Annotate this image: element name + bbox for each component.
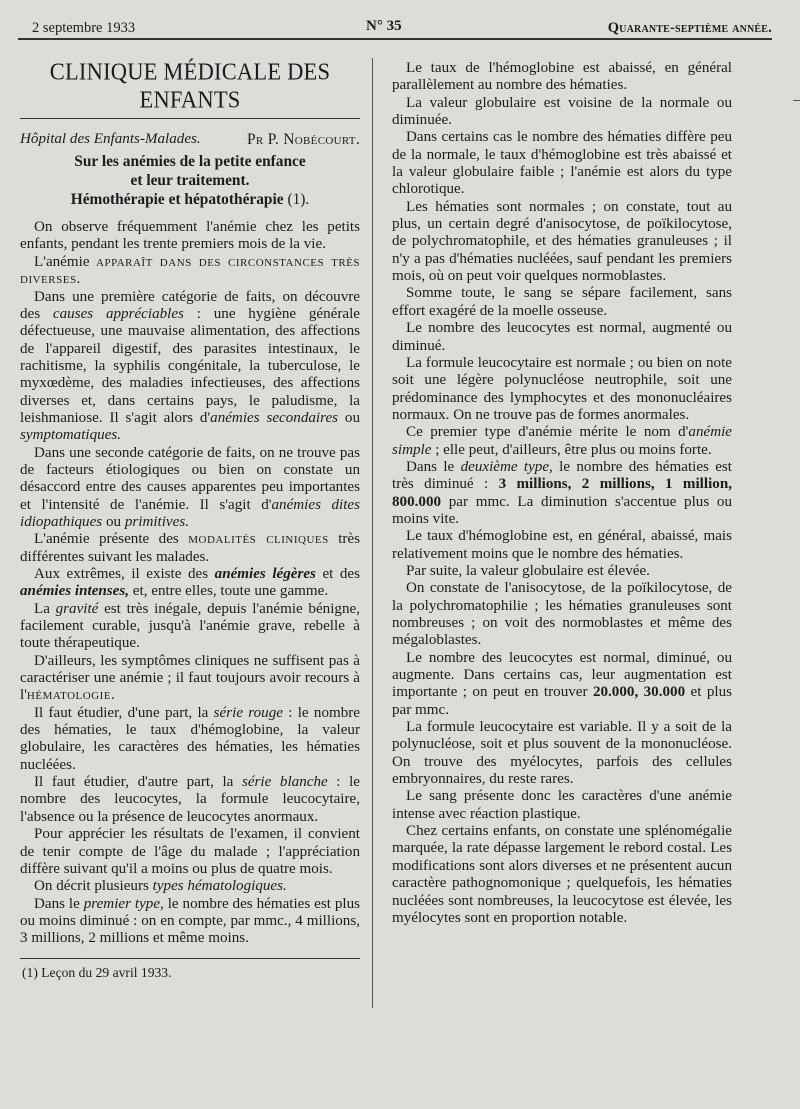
paragraph: L'anémie apparaît dans des circonstances très diverses. xyxy=(20,253,361,288)
paragraph: Le taux de l'hémoglobine est abaissé, en général parallèlement au nombre des hématies. xyxy=(392,60,732,94)
issue-number: N° 35 xyxy=(366,18,402,34)
paragraph: Dans une seconde catégorie de faits, on ne trouve pas de facteurs étiologiques ou bien on constate un désaccord entre des causes apparentes peu importantes et l'intensité de l'anémie. Il s'agit d'anémies dites idiopathiques ou primitives. xyxy=(20,444,361,530)
paragraph: Le taux d'hémoglobine est, en général, abaissé, mais relativement moins que le nombre des hématies. xyxy=(392,528,732,562)
paragraph: D'ailleurs, les symptômes cliniques ne suffisent pas à caractériser une anémie ; il faut toujours avoir recours à l'hématologie. xyxy=(20,652,360,704)
footnote: (1) Leçon du 29 avril 1933. xyxy=(22,964,172,980)
paragraph: L'anémie présente des modalités cliniques très différentes suivant les malades. xyxy=(20,531,361,565)
header-rule xyxy=(18,38,772,40)
paragraph: On observe fréquemment l'anémie chez les petits enfants, pendant les trente premiers mois de la vie. xyxy=(20,219,360,253)
page-header xyxy=(18,14,772,38)
title-rule xyxy=(20,118,360,119)
paragraph: Dans une première catégorie de faits, on découvre des causes appréciables : une hygiène générale défectueuse, une mauvaise alimentation, des affections de l'appareil digestif, des parasites intestinaux, le rachitisme, la syphilis congénitale, la tuberculose, le myxœdème, des maladies infectieuses, des affections diverses et, dans certains pays, le paludisme, la leishmaniose. Il s'agit alors d'anémies secondaires ou symptomatiques. xyxy=(20,288,360,444)
margin-mark xyxy=(793,100,800,101)
paragraph: Chez certains enfants, on constate une splénomégalie marquée, la rate dépasse largement le rebord costal. Les modifications sont alors diverses et ne présentent aucun caractère pathognomonique ; quelquefois, les hématies nucléées sont nombreuses, la leucocytose est élevée, les myélocytes sont en proportion notable. xyxy=(392,823,732,926)
paragraph: On constate de l'anisocytose, de la poïkilocytose, de la polychromatophilie ; les hématies granuleuses sont nombreuses ; on voit des normoblastes et même des mégaloblastes. xyxy=(392,580,732,649)
lesson-title-line: et leur traitement. xyxy=(130,171,250,189)
lesson-title-line: Hémothérapie et hépatothérapie (1). xyxy=(70,190,310,208)
paragraph: La valeur globulaire est voisine de la normale ou diminuée. xyxy=(392,94,732,129)
hospital-name: Hôpital des Enfants-Malades. xyxy=(20,131,201,147)
paragraph: Le nombre des leucocytes est normal, diminué, ou augmente. Dans certains cas, leur augmentation est importante ; on peut en trouver 20.000, 30.000 et plus par mmc. xyxy=(392,649,733,718)
publication-year: Quarante-septième année. xyxy=(607,20,772,36)
paragraph: Somme toute, le sang se sépare facilement, sans effort exagéré de la moelle osseuse. xyxy=(392,285,732,319)
section-title: CLINIQUE MÉDICALE DES ENFANTS xyxy=(49,57,331,113)
lesson-title xyxy=(20,153,360,209)
lesson-title-line: Sur les anémies de la petite enfance xyxy=(74,153,306,171)
paragraph: Dans certains cas le nombre des hématies diffère peu de la normale, le taux d'hémoglobine est très abaissé et la valeur globulaire faible ; l'anémie est alors du type chlorotique. xyxy=(392,129,732,198)
footnote-ref: (1). xyxy=(287,190,310,208)
paragraph: Il faut étudier, d'autre part, la série blanche : le nombre des leucocytes, la formule leucocytaire, l'absence ou la présence de leucocytes anormaux. xyxy=(20,774,360,825)
footnote-rule xyxy=(20,958,360,959)
paragraph: La formule leucocytaire est variable. Il y a soit de la polynucléose, soit et plus souvent de la mononucléose. On trouve des myélocytes, parfois des cellules embryonnaires, du reste rares. xyxy=(392,719,732,788)
paragraph: Le sang présente donc les caractères d'une anémie intense avec réaction plastique. xyxy=(392,788,732,822)
byline xyxy=(20,131,360,148)
paragraph: Pour apprécier les résultats de l'examen, il convient de tenir compte de l'âge du malade ; l'appréciation diffère suivant qu'il a moins ou plus de quatre mois. xyxy=(20,826,360,877)
paragraph: Dans le deuxième type, le nombre des hématies est très diminué : 3 millions, 2 millions, 1 million, 800.000 par mmc. La diminution s'accentue plus ou moins vite. xyxy=(392,458,732,527)
column-divider xyxy=(372,58,373,1008)
paragraph: Aux extrêmes, il existe des anémies légères et des anémies intenses, et, entre elles, toute une gamme. xyxy=(20,566,361,600)
paragraph: La formule leucocytaire est normale ; ou bien on note soit une légère polynucléose neutrophile, soit une prédominance des lymphocytes et des mononucléaires normaux. On ne trouve pas de formes anormales. xyxy=(392,354,732,423)
professor-name: Pr P. Nobécourt. xyxy=(247,131,360,148)
right-column xyxy=(392,60,732,927)
paragraph: Le nombre des leucocytes est normal, augmenté ou diminué. xyxy=(392,320,732,354)
paragraph: Les hématies sont normales ; on constate, tout au plus, un certain degré d'anisocytose, de poïkilocytose, de polychromatophile, et des hématies granuleuses ; il n'y a pas d'hématies nucléées, sauf pendant les premiers mois, où on peut voir quelques normoblastes. xyxy=(392,198,732,285)
paragraph: Ce premier type d'anémie mérite le nom d'anémie simple ; elle peut, d'ailleurs, être plus ou moins forte. xyxy=(392,424,732,458)
paragraph: On décrit plusieurs types hématologiques. xyxy=(34,878,287,895)
issue-date: 2 septembre 1933 xyxy=(32,20,136,36)
paragraph: Par suite, la valeur globulaire est élevée. xyxy=(406,562,650,579)
paragraph: Il faut étudier, d'une part, la série rouge : le nombre des hématies, le taux d'hémoglobine, la valeur globulaire, les caractères des hématies, les hématies nucléées. xyxy=(20,704,360,773)
paragraph: La gravité est très inégale, depuis l'anémie bénigne, facilement curable, jusqu'à l'anémie grave, rebelle à toute thérapeutique. xyxy=(20,600,360,652)
paragraph: Dans le premier type, le nombre des hématies est plus ou moins diminué : on en compte, par mmc., 4 millions, 3 millions, 2 millions et même moins. xyxy=(20,895,360,947)
left-column xyxy=(20,58,360,981)
